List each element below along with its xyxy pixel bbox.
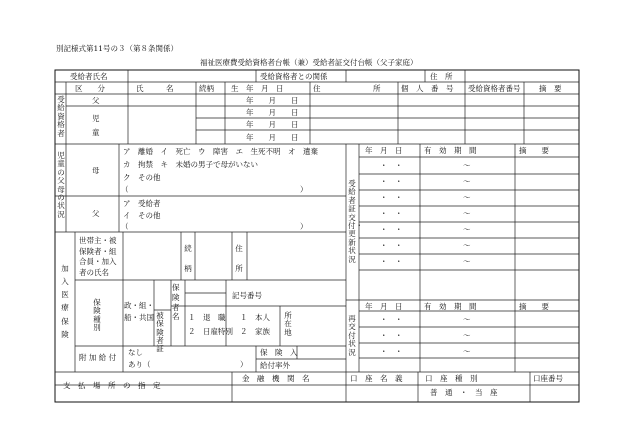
account-number-label: 口座番号 (533, 374, 563, 383)
col-birth: 生 年 月 日 (231, 84, 284, 93)
issue-col-date: 年 月 日 (365, 146, 403, 155)
issue_status-row-date: ・ ・ (380, 209, 403, 218)
benefit-out-label: 給付率外 (260, 361, 290, 370)
birth-value-1: 年 月 日 (246, 96, 299, 105)
reissue-col-period: 有 効 期 間 (424, 302, 477, 311)
insurer-name-label: 保険者名 (172, 283, 180, 322)
father-line-2: イ その他 (123, 211, 161, 220)
reissue-row-date: ・ ・ (380, 331, 403, 340)
reissue-row-period: ～ (463, 331, 471, 340)
mother-paren-close: ） (300, 185, 308, 194)
row-child-label-2: 童 (92, 128, 100, 137)
issue-col-note: 摘 要 (519, 146, 549, 155)
insurance-relation-label: 続柄 (184, 244, 192, 273)
birth-value-3: 年 月 日 (246, 120, 299, 129)
col-cert-no: 受給資格者番号 (468, 84, 521, 93)
insurance-in-label: 保 険 入 (260, 348, 298, 357)
birth-value-2: 年 月 日 (246, 108, 299, 117)
account-kind-values: 普 通 ・ 当 座 (430, 388, 498, 397)
reissue-row-date: ・ ・ (380, 315, 403, 324)
issue_status-row-date: ・ ・ (380, 161, 403, 170)
insurance-kind-label: 保険種別 (93, 298, 101, 333)
bank-name-label: 金 融 機 関 名 (242, 374, 310, 383)
relation-label: 受給資格者との関係 (260, 72, 328, 81)
insured-cert-label: 被保険者証 (156, 311, 164, 353)
col-kubun: 区 分 (75, 84, 105, 93)
option-honnin: １ 本人 (240, 313, 270, 322)
issue_status-row-period: ～ (463, 209, 471, 218)
extra-benefit-exists: あり（ (128, 360, 151, 369)
parent-status-side-label: 児童の父母の状況 (57, 151, 65, 219)
option-nichiyo: ２ 日雇特別 (188, 327, 233, 336)
issue_status-row-date: ・ ・ (380, 257, 403, 266)
account-kind-label: 口 座 種 別 (425, 374, 478, 383)
father-label: 父 (92, 209, 100, 218)
issue_status-row-period: ～ (463, 177, 471, 186)
insurance-side-label: 加入医療保険 (61, 264, 69, 339)
issue_status-row-period: ～ (463, 161, 471, 170)
col-address: 住 所 (313, 84, 381, 93)
col-name: 氏 名 (136, 84, 174, 93)
birth-value-4: 年 月 日 (246, 133, 299, 142)
issue-col-period: 有 効 期 間 (424, 146, 477, 155)
col-mynumber: 個 人 番 号 (401, 84, 454, 93)
account-holder-label: 口 座 名 義 (350, 374, 403, 383)
father-paren-close: ） (300, 222, 308, 231)
issue_status-row-period: ～ (463, 193, 471, 202)
mother-line-2: カ 拘禁 キ 未婚の男子で母がいない (123, 160, 258, 169)
issue_status-row-date: ・ ・ (380, 241, 403, 250)
col-relation: 続柄 (199, 84, 214, 93)
form-title: 福祉医療費受給資格者台帳（兼）受給者証交付台帳（父子家庭） (200, 58, 418, 67)
extra-benefit-paren-close: ） (240, 360, 248, 369)
row-father-label: 父 (92, 96, 100, 105)
col-note: 摘 要 (539, 84, 562, 93)
option-taishoku: １ 退 職 (188, 313, 226, 322)
mother-paren-open: （ (121, 185, 129, 194)
row-child-label-1: 児 (92, 114, 100, 123)
option-kazoku: ２ 家族 (240, 327, 270, 336)
issue-status-side-label: 受給者証交付・更新状況 (348, 179, 363, 264)
reissue-col-note: 摘 要 (519, 302, 549, 311)
reissue-row-date: ・ ・ (380, 347, 403, 356)
payment-place-label: 支 払 場 所 の 指 定 (63, 381, 161, 390)
reissue-col-date: 年 月 日 (365, 302, 403, 311)
location-label: 所在地 (284, 311, 292, 337)
mother-line-3: ク その他 (123, 173, 161, 182)
extra-benefit-none: なし (128, 348, 143, 357)
mother-label: 母 (92, 166, 100, 175)
qualifier-side-label: 受給資格者 (57, 95, 65, 138)
issue_status-row-date: ・ ・ (380, 177, 403, 186)
householder-label: 世帯主・被保険者・組合員・加入者の氏名 (79, 236, 117, 277)
father-paren-open: （ (121, 222, 129, 231)
father-line-1: ア 受給者 (123, 199, 161, 208)
recipient-name-label: 受給者氏名 (70, 72, 108, 81)
issue_status-row-date: ・ ・ (380, 193, 403, 202)
insurance-kind-options: 政・組・船・共国 (124, 301, 154, 322)
address-label: 住 所 (430, 72, 453, 81)
issue_status-row-date: ・ ・ (380, 225, 403, 234)
issue_status-row-period: ～ (463, 257, 471, 266)
form-number: 別記様式第11号の３（第８条関係） (56, 44, 179, 53)
issue_status-row-period: ～ (463, 225, 471, 234)
extra-benefit-label: 附 加 給 付 (79, 353, 117, 362)
mother-line-1: ア 離婚 イ 死亡 ウ 障害 エ 生死不明 オ 遺棄 (123, 147, 318, 156)
symbol-number-label: 記号番号 (232, 291, 262, 300)
reissue-row-period: ～ (463, 347, 471, 356)
reissue-row-period: ～ (463, 315, 471, 324)
insurance-address-label: 住所 (235, 244, 243, 273)
reissue-side-label: 再交付状況 (348, 314, 356, 357)
issue_status-row-period: ～ (463, 241, 471, 250)
